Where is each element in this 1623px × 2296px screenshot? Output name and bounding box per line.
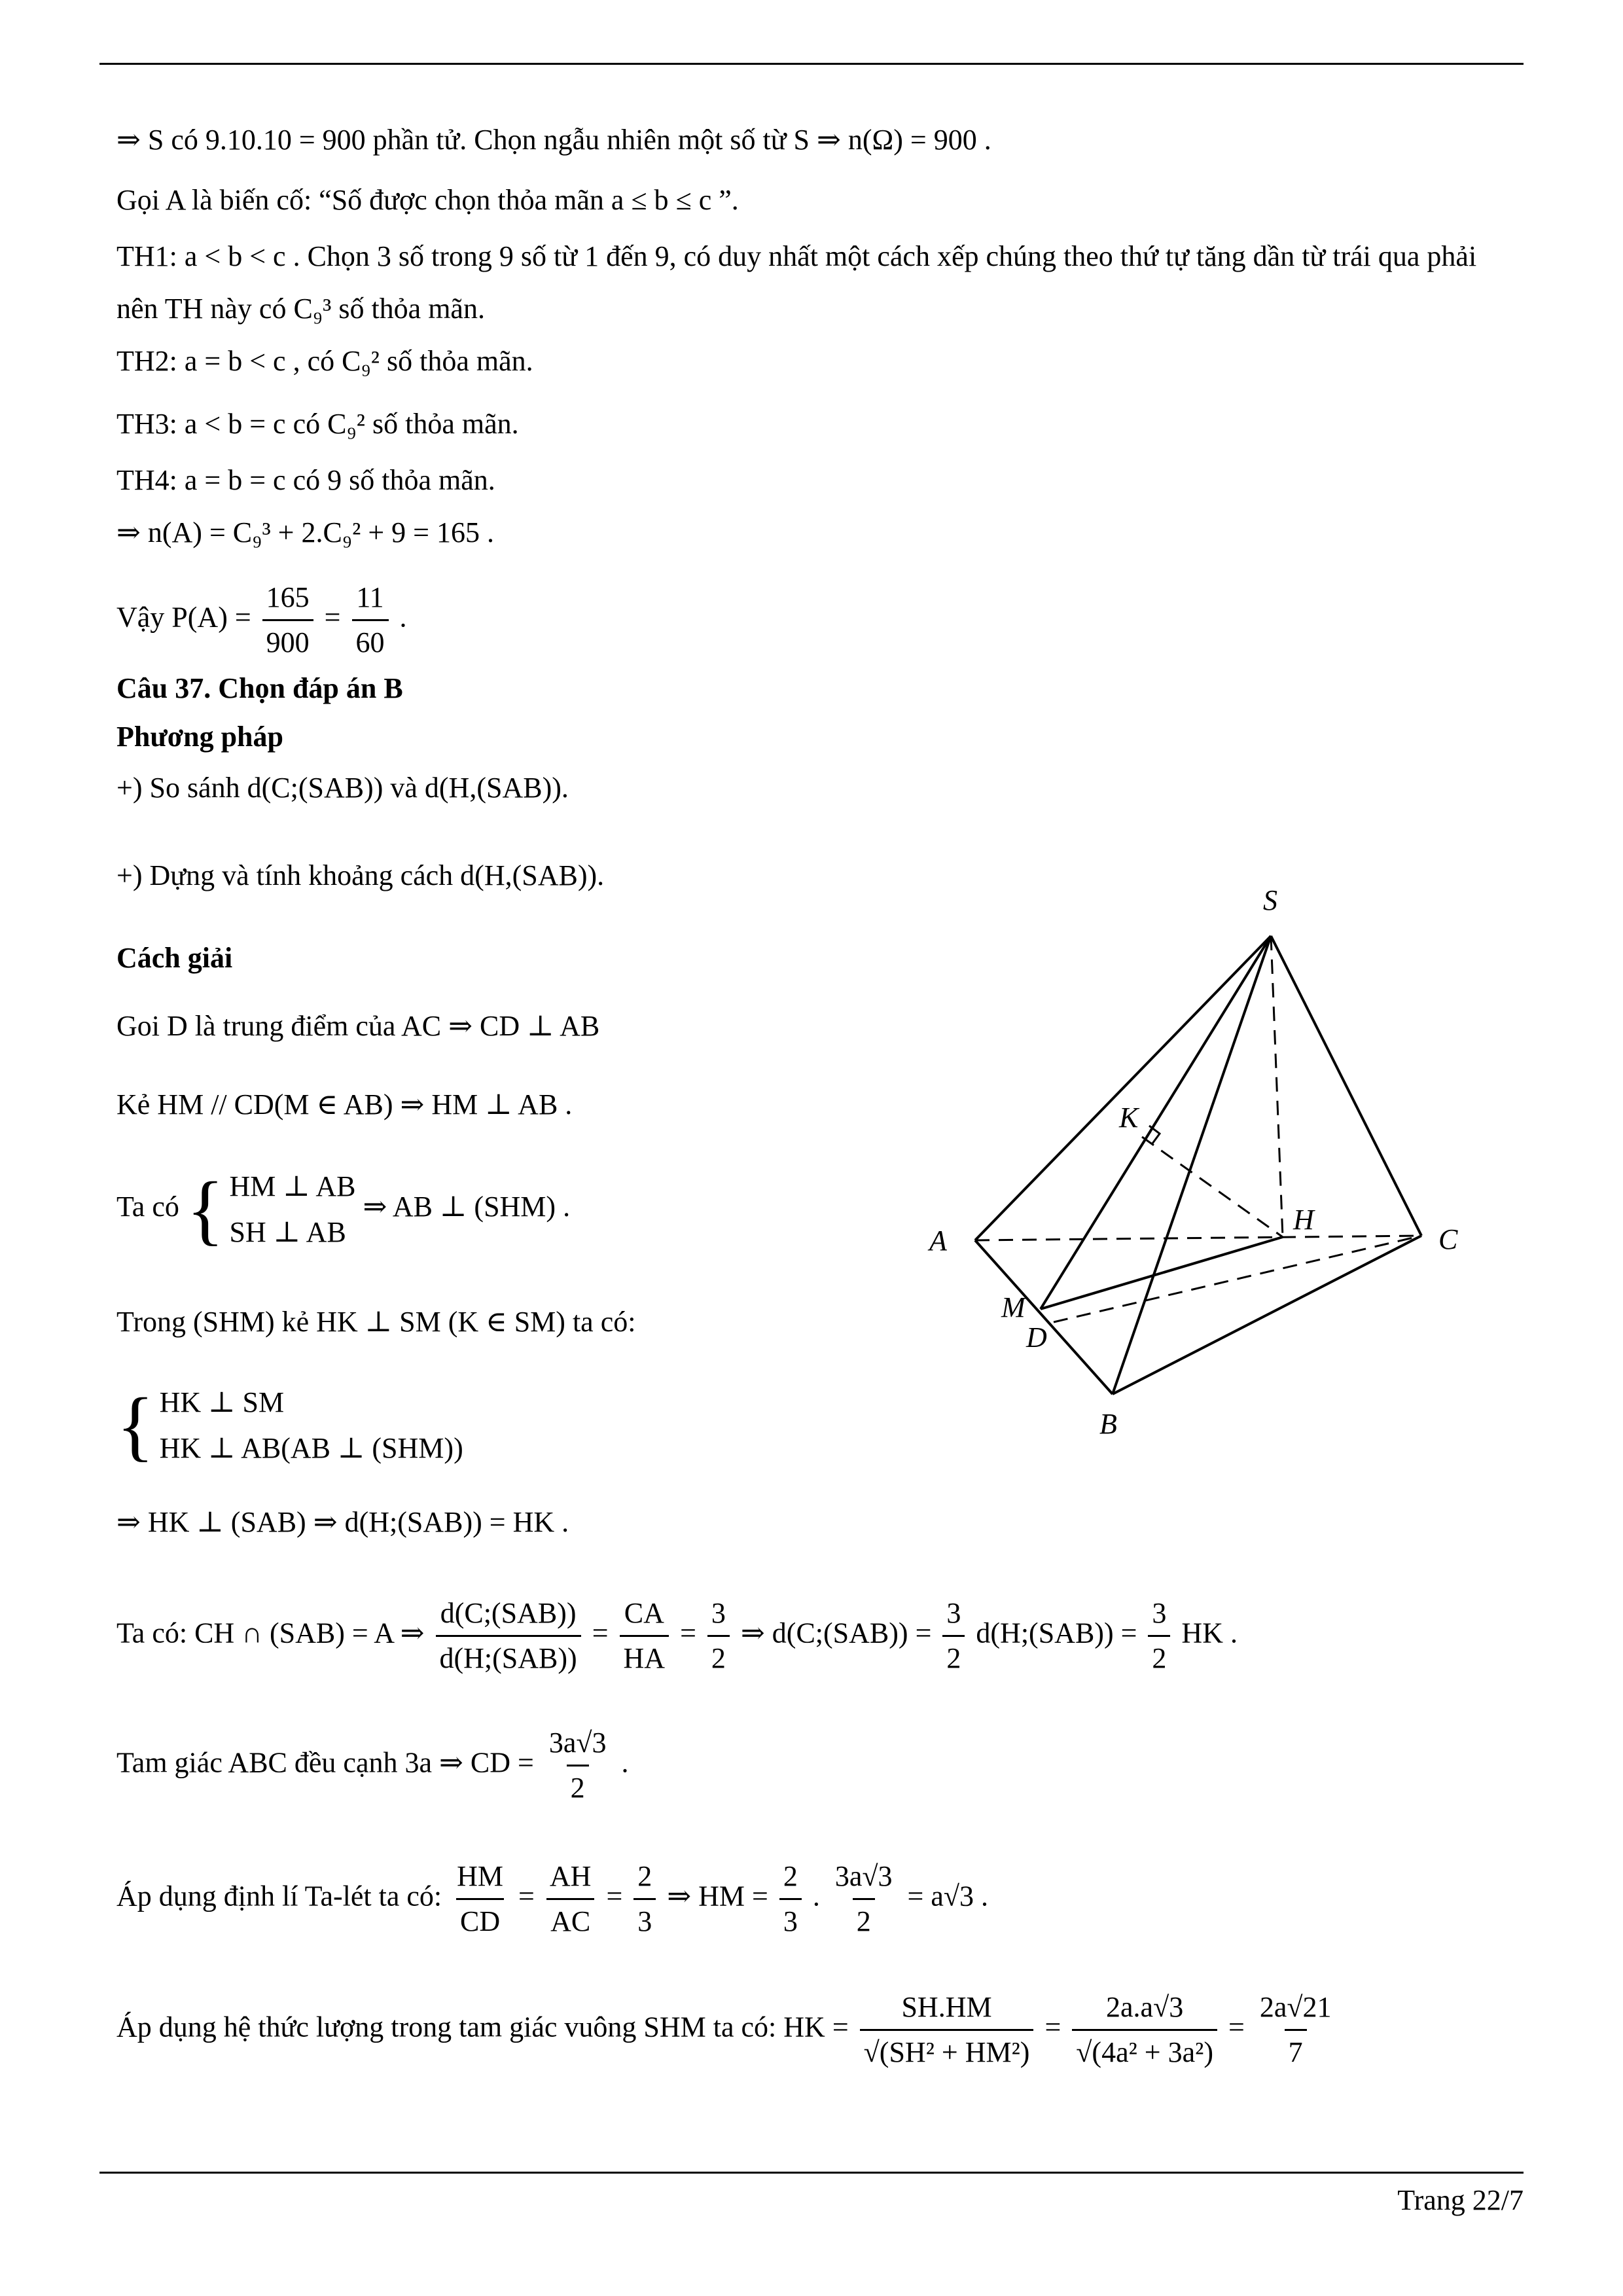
- method-step-2: +) Dựng và tính khoảng cách d(H,(SAB)).: [116, 859, 605, 891]
- distance-ratio-line: [116, 1592, 1238, 1680]
- edge-SC: [1271, 936, 1421, 1236]
- text: ⇒ d(C;(SAB)) =: [740, 1617, 932, 1649]
- frac-den: 3: [633, 1898, 656, 1943]
- equals: =: [324, 601, 341, 634]
- text-line-3: TH1: a < b < c . Chọn 3 số trong 9 số từ 1 đến 9, có duy nhất một cách xếp chúng theo thứ tự tăng dần từ trái qua phải nên TH này có C₉³ số thỏa mãn.: [116, 240, 1477, 325]
- system-row: HM ⊥ AB: [229, 1170, 356, 1202]
- period: .: [621, 1746, 629, 1779]
- solution-system-2: [116, 1380, 463, 1471]
- fraction: [436, 1592, 581, 1680]
- system-row: HK ⊥ AB(AB ⊥ (SHM)): [159, 1432, 463, 1464]
- text: Áp dụng hệ thức lượng trong tam giác vuông SHM ta có: HK =: [116, 2011, 849, 2043]
- page-number: Trang 22/7: [1397, 2184, 1524, 2216]
- ta-co-label: Ta có: [116, 1191, 179, 1223]
- fraction: [453, 1855, 507, 1943]
- fraction: [779, 1855, 802, 1943]
- frac-num: d(C;(SAB)): [440, 1597, 577, 1629]
- label-K: K: [1119, 1102, 1139, 1134]
- frac-num: 3a√3: [834, 1860, 893, 1892]
- text: HK .: [1181, 1617, 1238, 1649]
- frac-num: 3: [946, 1597, 961, 1629]
- equation-system: [116, 1380, 463, 1471]
- frac-num: 2a√21: [1259, 1991, 1332, 2023]
- label-B: B: [1099, 1408, 1117, 1440]
- frac-den: 2: [853, 1898, 875, 1943]
- edge-AB: [975, 1240, 1113, 1394]
- solution-heading: Cách giải: [116, 942, 233, 974]
- equals: =: [606, 1880, 623, 1912]
- text-line-7: ⇒ n(A) = C₉³ + 2.C₉² + 9 = 165 .: [116, 516, 494, 548]
- equals: =: [518, 1880, 535, 1912]
- frac-den: 2: [707, 1635, 730, 1680]
- solution-line-4: Trong (SHM) kẻ HK ⊥ SM (K ∈ SM) ta có:: [116, 1306, 636, 1338]
- frac-num: HM: [457, 1860, 504, 1892]
- edge-KH-dashed: [1142, 1137, 1283, 1237]
- solution-line-2: Kẻ HM // CD(M ∈ AB) ⇒ HM ⊥ AB .: [116, 1088, 573, 1121]
- equation-system: [187, 1164, 356, 1255]
- text: ⇒ HM =: [667, 1880, 768, 1912]
- solution-system-1: [116, 1164, 570, 1255]
- brace: {: [116, 1382, 154, 1469]
- frac-num: 2: [637, 1860, 652, 1892]
- fraction: [1256, 1986, 1336, 2074]
- fraction: [546, 1855, 596, 1943]
- frac-num: AH: [549, 1860, 592, 1892]
- method-heading: Phương pháp: [116, 721, 283, 753]
- pyramid-figure: [903, 877, 1544, 1466]
- text-line-4: TH2: a = b < c , có C₉² số thỏa mãn.: [116, 345, 533, 377]
- system-row: SH ⊥ AB: [229, 1216, 346, 1248]
- text: Tam giác ABC đều cạnh 3a ⇒ CD =: [116, 1746, 534, 1779]
- fraction: [1072, 1986, 1217, 2074]
- frac-den: HA: [620, 1635, 669, 1680]
- equals: =: [1228, 2011, 1245, 2043]
- label-C: C: [1438, 1223, 1458, 1255]
- frac-den: 900: [262, 619, 313, 664]
- frac-num: 2a.a√3: [1106, 1991, 1184, 2023]
- prob-label: Vậy P(A) =: [116, 601, 251, 634]
- text-line-2: Gọi A là biến cố: “Số được chọn thỏa mãn a ≤ b ≤ c ”.: [116, 184, 739, 216]
- label-D: D: [1026, 1321, 1047, 1354]
- text-line-5: TH3: a < b = c có C₉² số thỏa mãn.: [116, 408, 519, 440]
- frac-den: d(H;(SAB)): [436, 1635, 581, 1680]
- frac-den: 2: [942, 1635, 965, 1680]
- text: = a√3 .: [907, 1880, 989, 1912]
- frac-den: 7: [1285, 2029, 1307, 2074]
- solution-line-1: Goi D là trung điểm của AC ⇒ CD ⊥ AB: [116, 1010, 600, 1042]
- frac-num: 3a√3: [548, 1727, 607, 1759]
- frac-num: 3: [711, 1597, 726, 1629]
- equals: =: [680, 1617, 696, 1649]
- frac-num: 3: [1152, 1597, 1167, 1629]
- frac-num: SH.HM: [901, 1991, 992, 2023]
- dot: .: [812, 1880, 820, 1912]
- edge-SA: [975, 936, 1271, 1240]
- solution-line-6: ⇒ HK ⊥ (SAB) ⇒ d(H;(SAB)) = HK .: [116, 1506, 569, 1538]
- fraction: [831, 1855, 897, 1943]
- header-rule: [99, 63, 1524, 65]
- probability-line: [116, 576, 407, 664]
- frac-num: CA: [624, 1597, 664, 1629]
- fraction: [707, 1592, 730, 1680]
- text: d(H;(SAB)) =: [976, 1617, 1137, 1649]
- fraction: [633, 1855, 656, 1943]
- footer-rule: [99, 2172, 1524, 2174]
- text-line-6: TH4: a = b = c có 9 số thỏa mãn.: [116, 464, 495, 496]
- frac-den: AC: [546, 1898, 594, 1943]
- frac-den: 2: [567, 1765, 589, 1810]
- edge-SH-dashed: [1271, 936, 1283, 1237]
- label-A: A: [929, 1225, 947, 1257]
- frac-den: √(4a² + 3a²): [1072, 2029, 1217, 2074]
- method-step-1: +) So sánh d(C;(SAB)) và d(H,(SAB)).: [116, 772, 569, 804]
- fraction: [620, 1592, 669, 1680]
- period: .: [399, 601, 407, 634]
- frac-num: 165: [266, 581, 310, 613]
- frac-den: 60: [352, 619, 389, 664]
- fraction: [1148, 1592, 1170, 1680]
- label-S: S: [1263, 884, 1277, 916]
- edge-AC-dashed: [975, 1236, 1421, 1240]
- hk-line: [116, 1986, 1340, 2074]
- equals: =: [1044, 2011, 1061, 2043]
- fraction: [545, 1721, 611, 1810]
- equals: =: [592, 1617, 609, 1649]
- text-line-1: ⇒ S có 9.10.10 = 900 phần tử. Chọn ngẫu nhiên một số từ S ⇒ n(Ω) = 900 .: [116, 124, 991, 156]
- fraction: [860, 1986, 1034, 2074]
- system-result: ⇒ AB ⊥ (SHM) .: [363, 1191, 571, 1223]
- frac-den: 2: [1148, 1635, 1170, 1680]
- edge-DC-dashed: [1054, 1236, 1421, 1322]
- edge-SM: [1041, 936, 1271, 1309]
- fraction-165-900: [262, 576, 313, 664]
- fraction-11-60: [352, 576, 389, 664]
- fraction: [942, 1592, 965, 1680]
- frac-den: √(SH² + HM²): [860, 2029, 1034, 2074]
- question-heading: Câu 37. Chọn đáp án B: [116, 672, 403, 704]
- system-row: HK ⊥ SM: [159, 1386, 285, 1418]
- label-H: H: [1293, 1204, 1314, 1236]
- brace: {: [186, 1166, 224, 1253]
- thales-line: [116, 1855, 988, 1943]
- frac-num: 11: [356, 581, 384, 613]
- frac-den: CD: [456, 1898, 504, 1943]
- frac-num: 2: [783, 1860, 798, 1892]
- frac-den: 3: [779, 1898, 802, 1943]
- text: Ta có: CH ∩ (SAB) = A ⇒: [116, 1617, 425, 1649]
- label-M: M: [1001, 1291, 1026, 1323]
- triangle-line: [116, 1721, 629, 1810]
- text: Áp dụng định lí Ta-lét ta có:: [116, 1880, 442, 1912]
